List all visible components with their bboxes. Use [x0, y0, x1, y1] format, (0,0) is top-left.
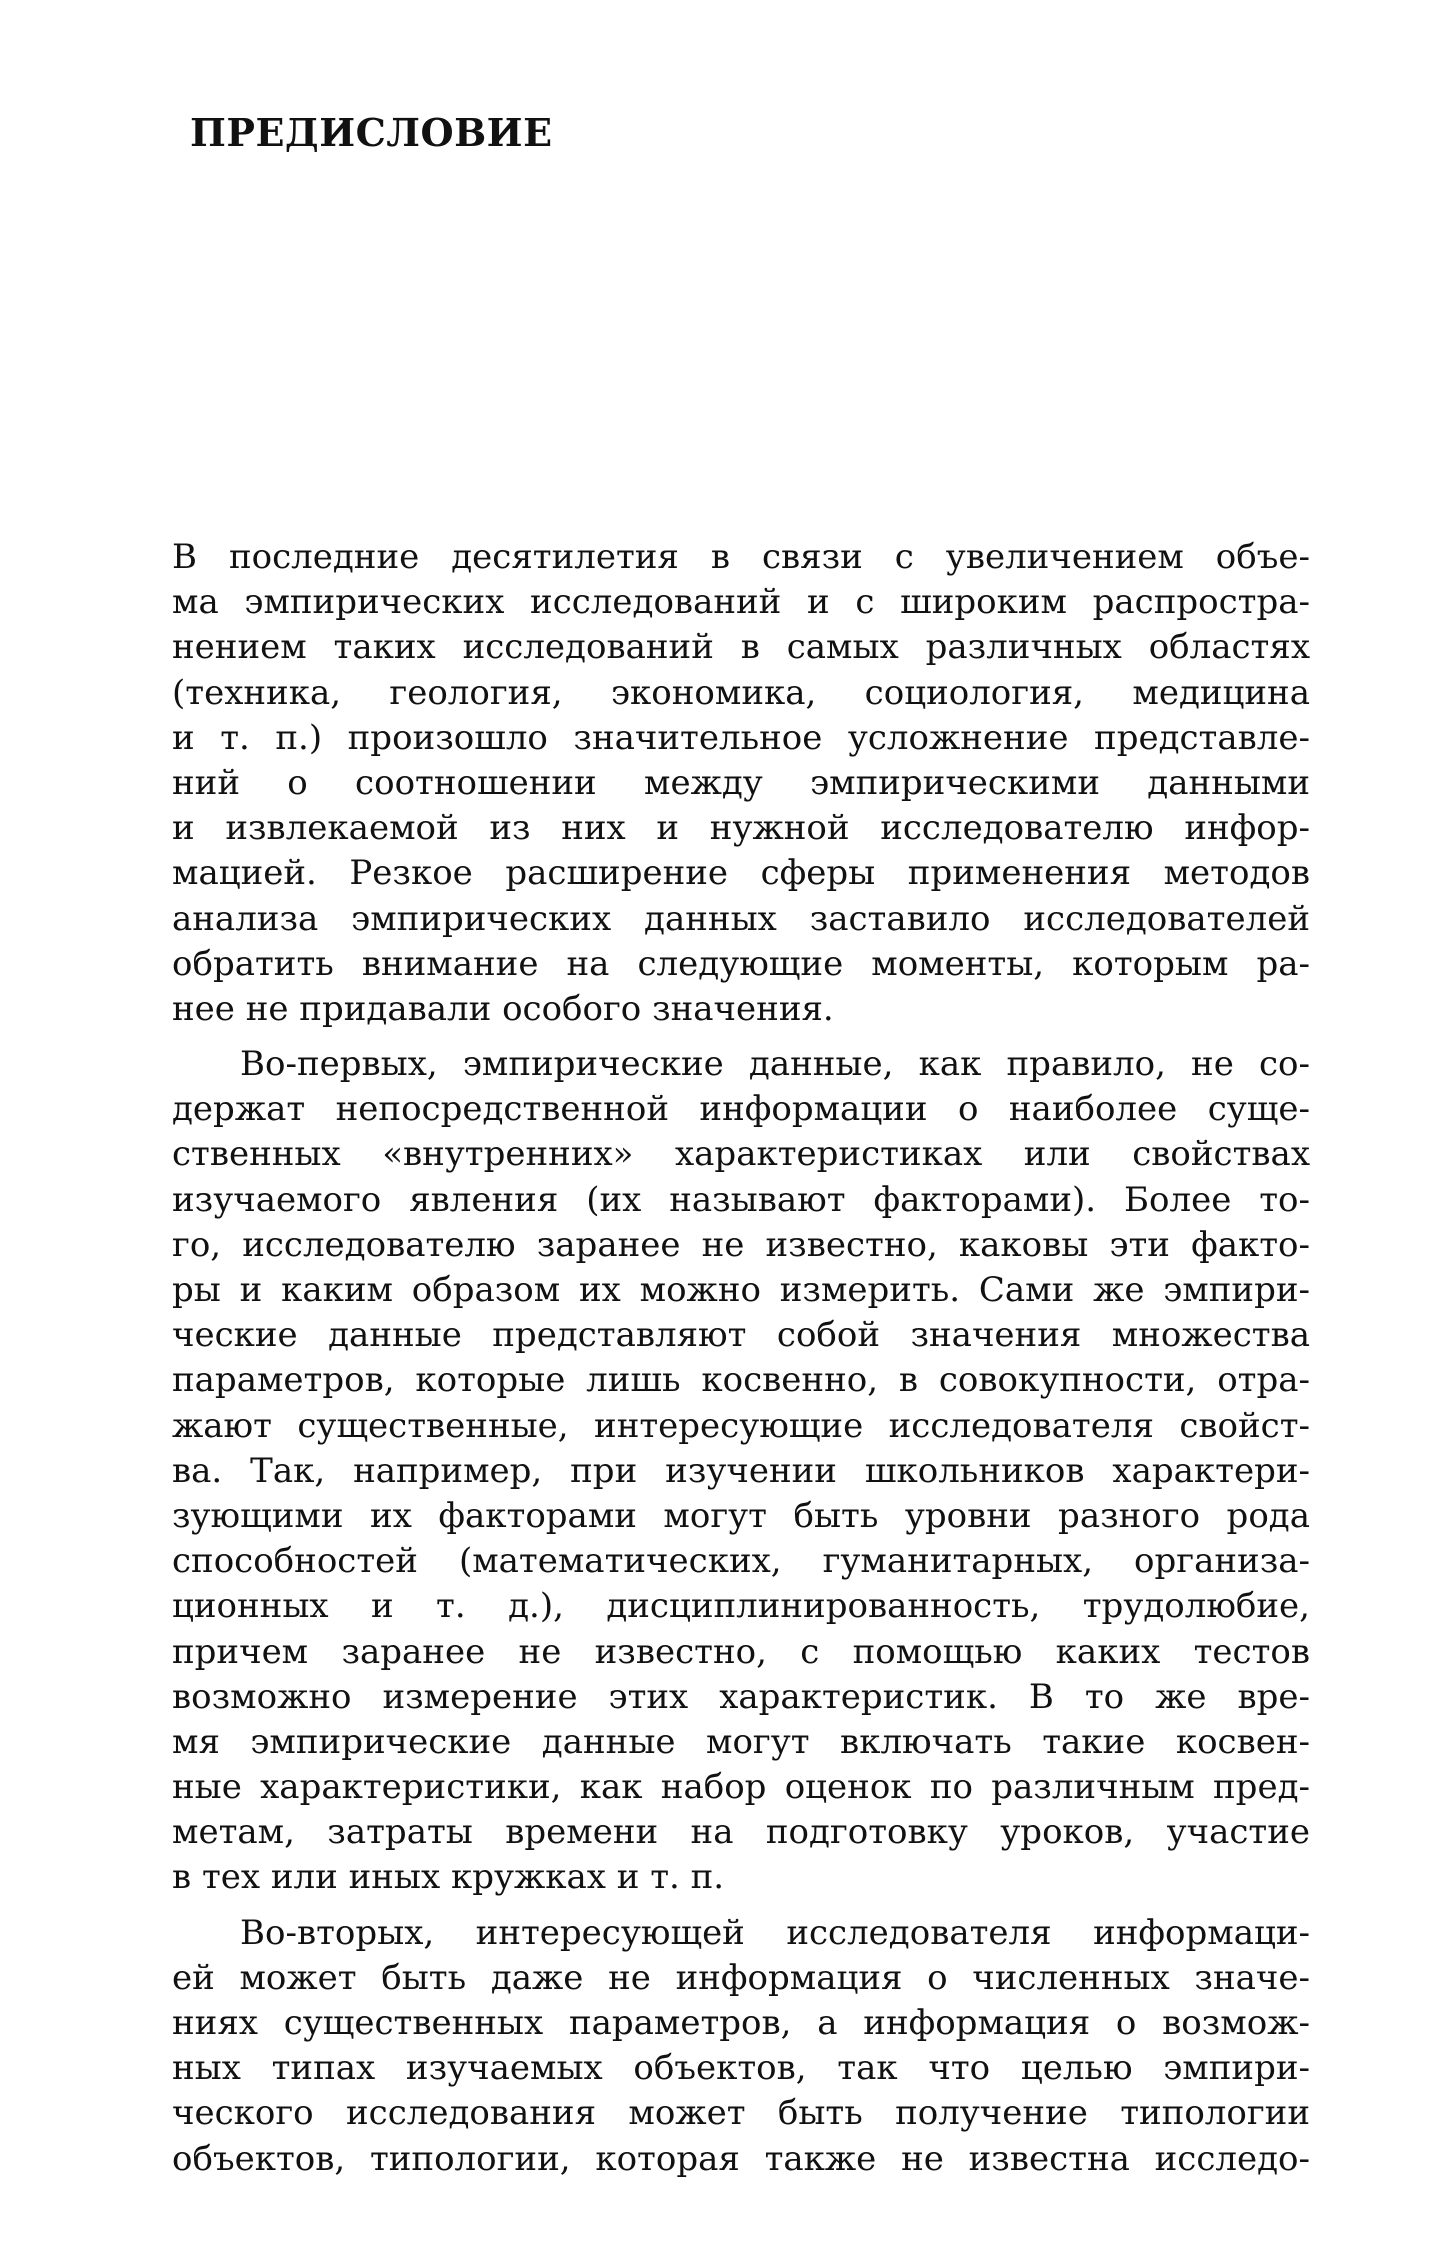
text-line: и извлекаемой из них и нужной исследователю инфор- — [172, 808, 1310, 849]
text-line: Во-вторых, интересующей исследователя информаци- — [240, 1912, 1310, 1953]
text-line: нее не придавали особого значения. — [172, 988, 834, 1029]
text-line: причем заранее не известно, с помощью каких тестов — [172, 1631, 1310, 1672]
text-line: анализа эмпирических данных заставило исследователей — [172, 898, 1310, 939]
text-line: го, исследователю заранее не известно, каковы эти факто- — [172, 1224, 1310, 1265]
text-line: ческого исследования может быть получение типологии — [172, 2093, 1310, 2134]
text-line: держат непосредственной информации о наиболее суще- — [172, 1089, 1310, 1130]
text-line: объектов, типологии, которая также не известна исследо- — [172, 2138, 1310, 2179]
text-line: мя эмпирические данные могут включать такие косвен- — [172, 1721, 1310, 1762]
text-line: нением таких исследований в самых различных областях — [172, 627, 1310, 668]
text-line: ма эмпирических исследований и с широким распростра- — [172, 582, 1310, 623]
paragraph-3 — [172, 1911, 1310, 2182]
text-line: ры и каким образом их можно измерить. Сами же эмпири- — [172, 1270, 1310, 1310]
text-line: и т. п.) произошло значительное усложнение представле- — [172, 717, 1310, 758]
text-line: ниях существенных параметров, а информация о возмож- — [172, 2003, 1310, 2043]
text-line: ей может быть даже не информация о численных значе- — [172, 1957, 1310, 1998]
body-text — [172, 535, 1310, 2182]
text-line: параметров, которые лишь косвенно, в совокупности, отра- — [172, 1360, 1310, 1401]
paragraph-2 — [172, 1042, 1310, 1901]
text-line: ний о соотношении между эмпирическими данными — [172, 762, 1310, 803]
text-line: ных типах изучаемых объектов, так что целью эмпири- — [172, 2048, 1310, 2089]
text-line: способностей (математических, гуманитарных, организа- — [172, 1541, 1310, 1582]
text-line: возможно измерение этих характеристик. В то же вре- — [172, 1676, 1310, 1717]
paragraph-1 — [172, 535, 1310, 1032]
text-line: ческие данные представляют собой значения множества — [172, 1315, 1310, 1356]
text-line: ные характеристики, как набор оценок по различным пред- — [172, 1767, 1310, 1808]
text-line: зующими их факторами могут быть уровни разного рода — [172, 1495, 1310, 1536]
text-line: жают существенные, интересующие исследователя свойст- — [172, 1405, 1310, 1446]
page-heading: ПРЕДИСЛОВИЕ — [190, 110, 553, 155]
text-line: (техника, геология, экономика, социология, медицина — [172, 672, 1310, 713]
text-line: ционных и т. д.), дисциплинированность, трудолюбие, — [172, 1586, 1310, 1627]
text-line: в тех или иных кружках и т. п. — [172, 1857, 725, 1898]
text-line: изучаемого явления (их называют факторами). Более то- — [172, 1179, 1310, 1220]
text-line: В последние десятилетия в связи с увеличением объе- — [172, 537, 1310, 577]
text-line: мацией. Резкое расширение сферы применения методов — [172, 853, 1310, 894]
text-line: ственных «внутренних» характеристиках или свойствах — [172, 1134, 1310, 1175]
text-line: ва. Так, например, при изучении школьников характери- — [172, 1450, 1310, 1491]
text-line: обратить внимание на следующие моменты, которым ра- — [172, 943, 1310, 984]
text-line: метам, затраты времени на подготовку уроков, участие — [172, 1812, 1310, 1853]
text-line: Во-первых, эмпирические данные, как правило, не со- — [240, 1044, 1310, 1085]
